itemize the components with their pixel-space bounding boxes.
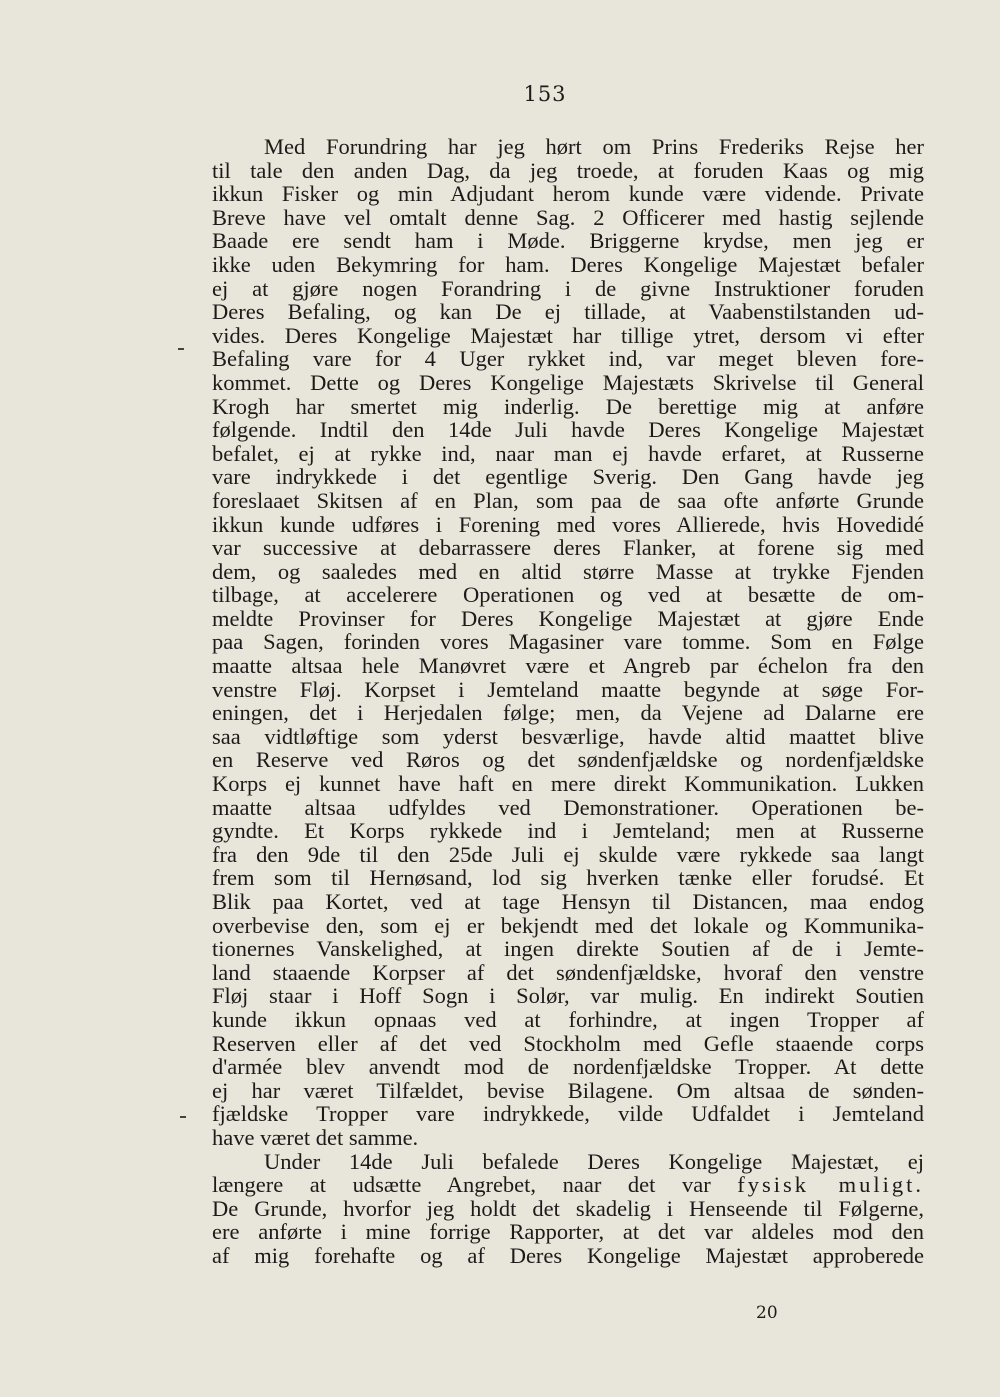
text-line-content: Reserven eller af det ved Stockholm med Gefle staaende corps: [212, 1030, 924, 1056]
text-line: [212, 182, 924, 206]
text-line-content: frem som til Hernøsand, lod sig hverken tænke eller forudsé. Et: [212, 865, 924, 891]
text-line: [212, 513, 924, 537]
text-line: [212, 1197, 924, 1221]
text-line: [212, 1079, 924, 1103]
text-line: [212, 324, 924, 348]
text-line: [212, 890, 924, 914]
text-line-content: maatte altsaa hele Manøvret være et Angreb par échelon fra den: [212, 653, 924, 679]
text-line: [212, 1150, 924, 1174]
text-line-content: paa Sagen, forinden vores Magasiner vare tomme. Som en Følge: [212, 629, 924, 655]
text-line-content: Fløj staar i Hoff Sogn i Solør, var mulig. En indirekt Soutien: [212, 983, 924, 1009]
text-line: [212, 253, 924, 277]
text-line-content: Befaling vare for 4 Uger rykket ind, var meget bleven fore-: [212, 346, 924, 372]
text-line: [212, 725, 924, 749]
text-line-content: dem, og saaledes med en altid større Masse at trykke Fjenden: [212, 558, 924, 584]
text-line: [212, 843, 924, 867]
text-line-content: kommet. Dette og Deres Kongelige Majestæts Skrivelse til General: [212, 369, 924, 395]
text-line: [212, 937, 924, 961]
text-line-content: gyndte. Et Korps rykkede ind i Jemteland; men at Russerne: [212, 818, 924, 844]
text-line-content: have været det samme.: [212, 1124, 419, 1150]
text-line-content: kunde ikkun opnaas ved at forhindre, at ingen Tropper af: [212, 1006, 924, 1032]
text-line-content: var successive at debarrassere deres Flanker, at forene sig med: [212, 535, 924, 561]
text-line: [212, 961, 924, 985]
text-line: [212, 984, 924, 1008]
text-line-content: fra den 9de til den 25de Juli ej skulde være rykkede saa langt: [212, 841, 924, 867]
text-line: [212, 607, 924, 631]
text-line-content: d'armée blev anvendt mod de nordenfjældske Tropper. At dette: [212, 1054, 924, 1080]
text-line: [212, 678, 924, 702]
text-line: [212, 796, 924, 820]
text-line-content: Baade ere sendt ham i Møde. Briggerne krydse, men jeg er: [212, 228, 924, 254]
text-line-content: befalet, ej at rykke ind, naar man ej havde erfaret, at Russerne: [212, 440, 924, 466]
text-line: [212, 1173, 924, 1197]
text-line: [212, 1244, 924, 1268]
text-line: [212, 418, 924, 442]
text-line-content: Under 14de Juli befalede Deres Kongelige Majestæt, ej: [264, 1148, 924, 1174]
text-line: [212, 1102, 924, 1126]
text-line-content: De Grunde, hvorfor jeg holdt det skadelig i Henseende til Følgerne,: [212, 1195, 924, 1221]
text-line-content: Med Forundring har jeg hørt om Prins Frederiks Rejse her: [264, 134, 924, 159]
text-line: [212, 277, 924, 301]
text-line-content: ikke uden Bekymring for ham. Deres Kongelige Majestæt befaler: [212, 251, 924, 277]
body-text: [212, 135, 924, 1268]
text-line-content: eningen, det i Herjedalen følge; men, da Vejene ad Dalarne ere: [212, 700, 924, 726]
text-line-content: saa vidtløftige som yderst besværlige, havde altid maattet blive: [212, 723, 924, 749]
text-line-content: Blik paa Kortet, ved at tage Hensyn til Distancen, maa endog: [212, 889, 924, 914]
text-line: [212, 206, 924, 230]
text-line-content: Deres Befaling, og kan De ej tillade, at Vaabenstilstanden ud-: [212, 299, 924, 325]
text-line-content: til tale den anden Dag, da jeg troede, at foruden Kaas og mig: [212, 157, 924, 183]
text-line-content: af mig forehafte og af Deres Kongelige Majestæt approberede: [212, 1242, 924, 1268]
text-line: [212, 489, 924, 513]
text-line-content: land staaende Korpser af det søndenfjældske, hvoraf den venstre: [212, 959, 924, 985]
text-line: [212, 701, 924, 725]
signature-mark: 20: [756, 1303, 778, 1323]
emphasized-text: fysisk muligt.: [737, 1172, 925, 1198]
text-line: [212, 465, 924, 489]
text-line: [212, 914, 924, 938]
text-line: [212, 347, 924, 371]
margin-mark: [180, 1116, 186, 1118]
text-line-content: ere anførte i mine forrige Rapporter, at det var aldeles mod den: [212, 1219, 924, 1245]
text-line-content: fjældske Tropper vare indrykkede, vilde Udfaldet i Jemteland: [212, 1101, 924, 1127]
text-line-content: en Reserve ved Røros og det søndenfjældske og nordenfjældske: [212, 747, 924, 773]
text-line-content: overbevise den, som ej er bekjendt med det lokale og Kommunika-: [212, 912, 924, 938]
text-line-content: meldte Provinser for Deres Kongelige Majestæt at gjøre Ende: [212, 605, 924, 631]
text-line-content: ikkun Fisker og min Adjudant herom kunde være vidende. Private: [212, 181, 924, 207]
text-line: [212, 1220, 924, 1244]
text-line-content: vare indrykkede i det egentlige Sverig. Den Gang havde jeg: [212, 464, 924, 490]
text-line: [212, 229, 924, 253]
text-line: [212, 442, 924, 466]
text-line-content: ikkun kunde udføres i Forening med vores Allierede, hvis Hovedidé: [212, 511, 924, 537]
text-line: [212, 772, 924, 796]
text-line: [212, 1055, 924, 1079]
text-line: [212, 159, 924, 183]
text-line-content: Breve have vel omtalt denne Sag. 2 Officerer med hastig sejlende: [212, 204, 924, 230]
text-line: [212, 300, 924, 324]
text-line: [212, 654, 924, 678]
text-line-content: vides. Deres Kongelige Majestæt har tillige ytret, dersom vi efter: [212, 322, 924, 348]
text-line-content: foreslaaet Skitsen af en Plan, som paa de saa ofte anførte Grunde: [212, 487, 924, 513]
text-line: [212, 1008, 924, 1032]
text-line-content: ej har været Tilfældet, bevise Bilagene. Om altsaa de sønden-: [212, 1077, 924, 1103]
text-line-content: længere at udsætte Angrebet, naar det var: [212, 1172, 711, 1198]
text-line: [212, 560, 924, 584]
text-line-content: ej at gjøre nogen Forandring i de givne Instruktioner foruden: [212, 275, 924, 301]
text-line-content: maatte altsaa udfyldes ved Demonstrationer. Operationen be-: [212, 794, 924, 820]
margin-mark: [178, 348, 184, 350]
text-line-content: Korps ej kunnet have haft en mere direkt Kommunikation. Lukken: [212, 771, 924, 797]
text-line-content: tionernes Vanskelighed, at ingen direkte Soutien af de i Jemte-: [212, 936, 924, 962]
text-line: [212, 1032, 924, 1056]
text-line: [212, 536, 924, 560]
text-line-content: Krogh har smertet mig inderlig. De berettige mig at anføre: [212, 393, 924, 419]
text-line: [212, 748, 924, 772]
text-line: [212, 1126, 924, 1150]
text-line: [212, 583, 924, 607]
text-line-content: tilbage, at accelerere Operationen og ved at besætte de om-: [212, 582, 924, 608]
text-line-content: venstre Fløj. Korpset i Jemteland maatte begynde at søge For-: [212, 676, 924, 702]
text-line: [212, 135, 924, 159]
page-number: 153: [523, 82, 567, 106]
text-line: [212, 395, 924, 419]
text-line: [212, 866, 924, 890]
text-line-content: følgende. Indtil den 14de Juli havde Deres Kongelige Majestæt: [212, 417, 924, 443]
text-line: [212, 630, 924, 654]
text-line: [212, 819, 924, 843]
text-line: [212, 371, 924, 395]
